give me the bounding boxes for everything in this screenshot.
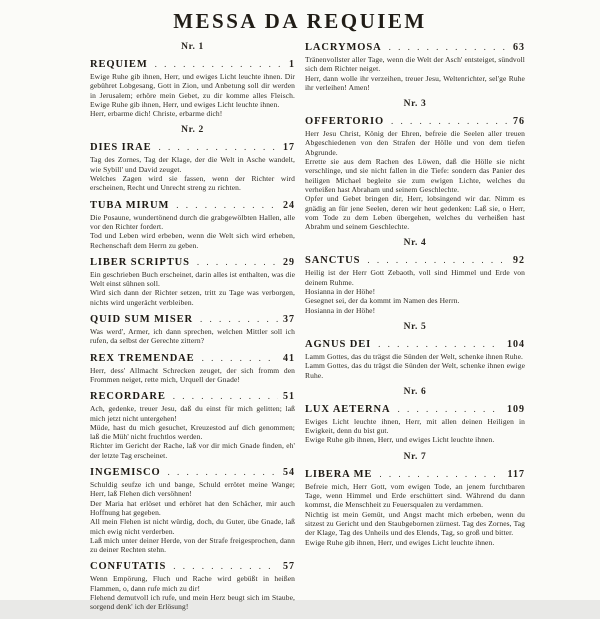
section-number: Nr. 7 xyxy=(403,451,427,462)
entry-title: REX TREMENDAE xyxy=(90,352,195,364)
dot-leader xyxy=(197,257,278,267)
toc-section xyxy=(305,238,525,314)
section-number: Nr. 4 xyxy=(403,238,427,249)
entry-paragraph: Hosianna in der Höhe! xyxy=(305,305,376,315)
entry-heading xyxy=(305,469,525,480)
entry-title: LACRYMOSA xyxy=(305,42,382,53)
entry-page-number: 57 xyxy=(283,561,295,573)
entry-paragraph: Welches Zagen wird sie fassen, wenn der Richter wird erscheinen, Recht und Unrecht streng zu richten. xyxy=(90,174,295,193)
entry-text xyxy=(305,352,525,380)
section-number: Nr. 1 xyxy=(181,42,204,52)
dot-leader xyxy=(391,116,508,126)
dot-leader xyxy=(155,59,284,69)
toc-section xyxy=(305,42,525,92)
entry-paragraph: Lamm Gottes, das du trägst die Sünden der Welt, schenke ihnen Ruhe. xyxy=(305,351,523,361)
entry-heading xyxy=(90,353,295,364)
toc-entry xyxy=(90,200,295,250)
toc-column-left xyxy=(90,42,295,619)
dot-leader xyxy=(200,314,278,324)
entry-title: LIBERA ME xyxy=(305,468,373,480)
entry-paragraph: Heilig ist der Herr Gott Zebaoth, voll sind Himmel und Erde von deinem Ruhme. xyxy=(305,268,525,287)
entry-paragraph: Opfer und Gebet bringen dir, Herr, lobsingend wir dar. Nimm es gnädig an für jene Seelen, deren wir heut gedenken: Laß sie, o Herr, vom Tode zu dem Leben übergehen, welches du verheißen hast Abrahm und seinem Geschlechte. xyxy=(305,194,525,232)
entry-heading xyxy=(90,257,295,268)
toc-section xyxy=(305,387,525,445)
toc-columns xyxy=(0,34,600,619)
entry-text xyxy=(305,482,525,547)
dot-leader xyxy=(367,255,508,265)
entry-heading xyxy=(305,339,525,350)
entry-text xyxy=(305,129,525,231)
dot-leader xyxy=(397,404,502,414)
entry-paragraph: Tag des Zornes, Tag der Klage, der die Welt in Asche wandelt, wie Sybill' und David zeuget. xyxy=(90,155,295,174)
toc-column-right xyxy=(305,42,525,619)
entry-paragraph: Laß mich unter deiner Herde, von der Strafe freigesprochen, dann zu deiner Rechten stehn. xyxy=(90,535,295,555)
entry-paragraph: All mein Flehen ist nicht würdig, doch, du Guter, übe Gnade, laß mich ewig nicht verderben. xyxy=(90,517,295,536)
entry-text xyxy=(305,417,525,445)
entry-heading xyxy=(90,467,295,478)
entry-text xyxy=(90,270,295,307)
toc-entry xyxy=(305,42,525,92)
toc-entry xyxy=(305,255,525,314)
entry-text xyxy=(90,327,295,346)
entry-title: TUBA MIRUM xyxy=(90,199,170,211)
dot-leader xyxy=(168,467,278,477)
entry-text xyxy=(90,480,295,554)
toc-entry xyxy=(305,469,525,547)
entry-page-number: 41 xyxy=(283,352,295,364)
entry-title: OFFERTORIO xyxy=(305,116,385,128)
entry-paragraph: Hosianna in der Höhe! xyxy=(305,287,376,297)
toc-entry xyxy=(90,561,295,611)
entry-page-number: 117 xyxy=(507,468,525,480)
entry-paragraph: Nichtig ist mein Gemüt, und Angst macht mich erbeben, wenn du sitzest zu Gericht und den Staubgebornen zürnest. Tag des Zornes, Tag der Klage, Tag des Unheils und des Elends, Tag, so groß und bitter. xyxy=(305,509,525,538)
toc-section xyxy=(305,322,525,380)
entry-paragraph: Der Maria hat erlöset und erhöret hat den Schächer, mir auch Hoffnung hat gegeben. xyxy=(90,498,295,517)
entry-title: REQUIEM xyxy=(90,59,148,70)
dot-leader xyxy=(173,391,278,401)
entry-heading xyxy=(305,255,525,266)
entry-page-number: 63 xyxy=(513,42,525,53)
entry-page-number: 51 xyxy=(283,391,295,403)
entry-paragraph: Wenn Empörung, Fluch und Rache wird gebüßt in heißen Flammen, o, dann rufe mich zu dir! xyxy=(90,574,295,593)
entry-paragraph: Herr, dann wolle ihr verzeihen, treuer Jesu, Weltenrichter, sel'ge Ruhe ihr verleihen! Amen! xyxy=(305,73,525,92)
entry-page-number: 37 xyxy=(283,314,295,326)
entry-text xyxy=(90,574,295,611)
entry-page-number: 76 xyxy=(513,116,525,128)
toc-section xyxy=(90,42,295,118)
entry-text xyxy=(305,55,525,92)
section-number: Nr. 2 xyxy=(181,125,204,136)
toc-entry xyxy=(90,59,295,118)
entry-page-number: 104 xyxy=(507,338,525,350)
entry-paragraph: Gesegnet sei, der da kommt im Namen des Herrn. xyxy=(305,296,460,306)
toc-entry xyxy=(90,257,295,307)
entry-title: INGEMISCO xyxy=(90,467,161,479)
entry-text xyxy=(90,366,295,385)
toc-entry xyxy=(305,116,525,231)
toc-entry xyxy=(90,467,295,554)
entry-page-number: 1 xyxy=(289,59,295,70)
entry-paragraph: Schuldig seufze ich und bange, Schuld errötet meine Wange; Herr, laß Flehen dich versöhnen! xyxy=(90,480,295,499)
entry-heading xyxy=(90,314,295,325)
entry-heading xyxy=(90,561,295,572)
toc-entry xyxy=(90,314,295,346)
entry-page-number: 92 xyxy=(513,255,525,267)
toc-entry xyxy=(90,353,295,385)
entry-paragraph: Ewige Ruhe gib ihnen, Herr, und ewiges Licht leuchte ihnen. xyxy=(305,435,495,445)
entry-heading xyxy=(90,200,295,211)
entry-page-number: 109 xyxy=(507,403,525,415)
entry-title: QUID SUM MISER xyxy=(90,314,194,326)
entry-paragraph: Errette sie aus dem Rachen des Löwen, daß die Hölle sie nicht verschlinge, und sie nicht fallen in die Tiefe: sondern das Panier des heiligen Michael begleite sie zum ewigen Lichte, welches du verheißen hast Abraham und seinem Geschlechte. xyxy=(305,157,525,194)
entry-paragraph: Tod und Leben wird erbeben, wenn die Welt sich wird erheben, Rechenschaft dem Herrn zu geben. xyxy=(90,231,295,250)
entry-heading xyxy=(305,404,525,415)
entry-paragraph: Tränenvollster aller Tage, wenn die Welt der Asch' entsteiget, sündvoll sich dem Richter neiget. xyxy=(305,55,525,74)
entry-title: LUX AETERNA xyxy=(305,403,391,415)
entry-heading xyxy=(90,59,295,70)
entry-title: CONFUTATIS xyxy=(90,561,167,573)
entry-text xyxy=(90,155,295,192)
toc-entry xyxy=(305,404,525,445)
entry-title: DIES IRAE xyxy=(90,142,152,154)
entry-page-number: 24 xyxy=(283,199,295,211)
dot-leader xyxy=(173,561,278,571)
entry-paragraph: Müde, hast du mich gesuchet, Kreuzestod auf dich genommen; laß die Müh' nicht fruchtlos werden. xyxy=(90,422,295,442)
entry-paragraph: Herr Jesu Christ, König der Ehren, befreie die Seelen aller treuen Abgeschiedenen von den Strafen der Hölle und von dem tiefen Abgrunde. xyxy=(305,129,525,157)
toc-entry xyxy=(90,142,295,192)
entry-heading xyxy=(90,142,295,153)
toc-entry xyxy=(305,339,525,380)
entry-heading xyxy=(90,391,295,402)
entry-paragraph: Befreie mich, Herr Gott, vom ewigen Tode, an jenem furchtbaren Tage, wenn Himmel und Erde erschüttert sind. Während du dann kommst, die Menschheit zu Feuersqualen zu verdammen. xyxy=(305,481,525,510)
entry-paragraph: Flehend demutvoll ich rufe, und mein Herz beugt sich im Staube, sorgend denk' ich der Erlösung! xyxy=(90,592,295,612)
entry-page-number: 54 xyxy=(283,467,295,479)
entry-paragraph: Ewiges Licht leuchte ihnen, Herr, mit allen deinen Heiligen in Ewigkeit, denn du bist gut. xyxy=(305,416,525,436)
section-number: Nr. 6 xyxy=(403,386,427,397)
dot-leader xyxy=(176,200,278,210)
toc-section xyxy=(90,125,295,611)
dot-leader xyxy=(202,353,278,363)
entry-paragraph: Ein geschrieben Buch erscheinet, darin alles ist enthalten, was die Welt einst sühnen soll. xyxy=(90,269,295,289)
entry-paragraph: Ach, gedenke, treuer Jesu, daß du einst für mich gelitten; laß mich jetzt nicht untergehen! xyxy=(90,404,295,423)
entry-paragraph: Die Posaune, wundertönend durch die grabgewölbten Hallen, alle vor den Richter fordert. xyxy=(90,212,295,231)
dot-leader xyxy=(159,142,279,152)
entry-heading xyxy=(305,116,525,127)
dot-leader xyxy=(379,469,502,479)
dot-leader xyxy=(378,339,502,349)
entry-text xyxy=(90,213,295,250)
entry-title: SANCTUS xyxy=(305,255,361,267)
entry-paragraph: Wird sich dann der Richter setzen, tritt zu Tage was verborgen, nichts wird ungerächt verbleiben. xyxy=(90,288,295,307)
entry-paragraph: Richter im Gericht der Rache, laß vor dir mich Gnade finden, eh' der letzte Tag erscheinet. xyxy=(90,441,295,460)
entry-paragraph: Lamm Gottes, das du trägst die Sünden der Welt, schenke ihnen ewige Ruhe. xyxy=(305,361,525,380)
entry-title: LIBER SCRIPTUS xyxy=(90,256,190,268)
entry-text xyxy=(305,268,525,314)
entry-title: AGNUS DEI xyxy=(305,338,372,350)
entry-title: RECORDARE xyxy=(90,391,166,403)
section-number: Nr. 5 xyxy=(403,321,427,332)
entry-paragraph: Ewige Ruhe gib ihnen, Herr, und ewiges Licht leuchte ihnen. xyxy=(305,537,495,547)
entry-paragraph: Herr, dess' Allmacht Schrecken zeuget, der sich fromm den Frommen neiget, rette mich, Urquell der Gnade! xyxy=(90,365,295,384)
entry-paragraph: Herr, erbarme dich! Christe, erbarme dich! xyxy=(90,109,223,119)
toc-section xyxy=(305,99,525,231)
entry-paragraph: Ewige Ruhe gib ihnen, Herr, und ewiges Licht leuchte ihnen. Dir gebühret Lobgesang, Gott in Zion, und Anbetung soll dir werden in Jerusalem; erhöre mein Gebet, zu dir komme alles Fleisch. Ewige Ruhe gib ihnen, Herr, und ewiges Licht leuchte ihnen. xyxy=(90,72,295,109)
entry-page-number: 29 xyxy=(283,256,295,268)
entry-text xyxy=(90,72,295,118)
entry-page-number: 17 xyxy=(283,142,295,154)
toc-entry xyxy=(90,391,295,460)
section-number: Nr. 3 xyxy=(403,99,427,110)
entry-text xyxy=(90,404,295,460)
dot-leader xyxy=(389,42,508,52)
entry-heading xyxy=(305,42,525,53)
page-title: MESSA DA REQUIEM xyxy=(173,9,427,33)
toc-section xyxy=(305,452,525,547)
entry-paragraph: Was werd', Armer, ich dann sprechen, welchen Mittler soll ich rufen, da selbst der Gerechte zittern? xyxy=(90,327,295,346)
